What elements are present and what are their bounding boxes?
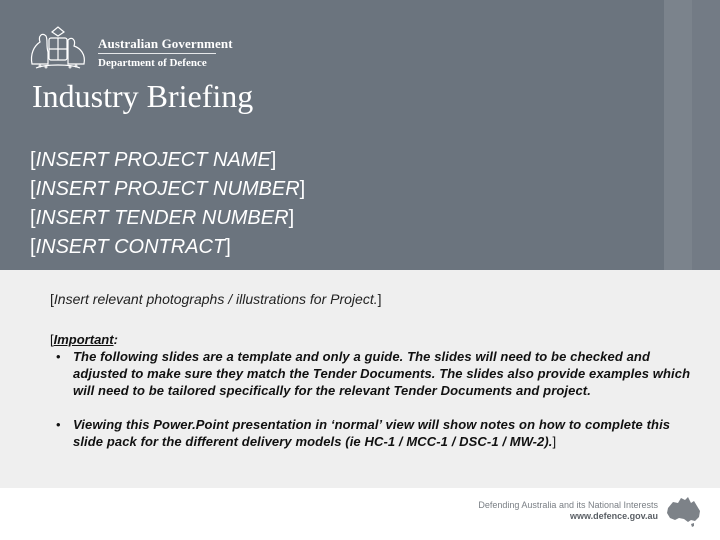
contract-placeholder[interactable]: [INSERT CONTRACT] [30, 236, 231, 258]
department-name: Department of Defence [98, 57, 207, 69]
slide-title[interactable]: Industry Briefing [32, 78, 254, 114]
project-number-placeholder[interactable]: [INSERT PROJECT NUMBER] [30, 178, 306, 200]
important-heading: [Important: [50, 332, 118, 347]
footer-url: www.defence.gov.au [569, 511, 658, 521]
important-bullet: • The following slides are a template and only a guide. The slides will need to be checked and adjusted to make sure they match the Tender Documents. The slides also provide examples which will need to be tailored specifically for the relevant Tender Documents and project. [56, 349, 691, 398]
header-divider [98, 53, 216, 54]
australia-map-icon [664, 494, 704, 528]
government-name: Australian Government [98, 36, 233, 51]
footer-tagline: Defending Australia and its National Interests [478, 500, 658, 510]
important-bullet: • Viewing this Power.Point presentation in ‘normal’ view will show notes on how to complete this slide pack for the different delivery models (ie HC-1 / MCC-1 / DSC-1 / MW-2).] [56, 417, 671, 449]
header-stripe-edge [692, 0, 720, 270]
tender-number-placeholder[interactable]: [INSERT TENDER NUMBER] [30, 207, 295, 229]
project-name-placeholder[interactable]: [INSERT PROJECT NAME] [30, 149, 277, 171]
photos-placeholder[interactable]: [Insert relevant photographs / illustrations for Project.] [50, 291, 382, 307]
important-notes[interactable] [50, 331, 700, 450]
coat-of-arms-icon [26, 24, 90, 72]
header-stripe [664, 0, 692, 270]
subtitle-placeholders[interactable] [30, 146, 305, 262]
